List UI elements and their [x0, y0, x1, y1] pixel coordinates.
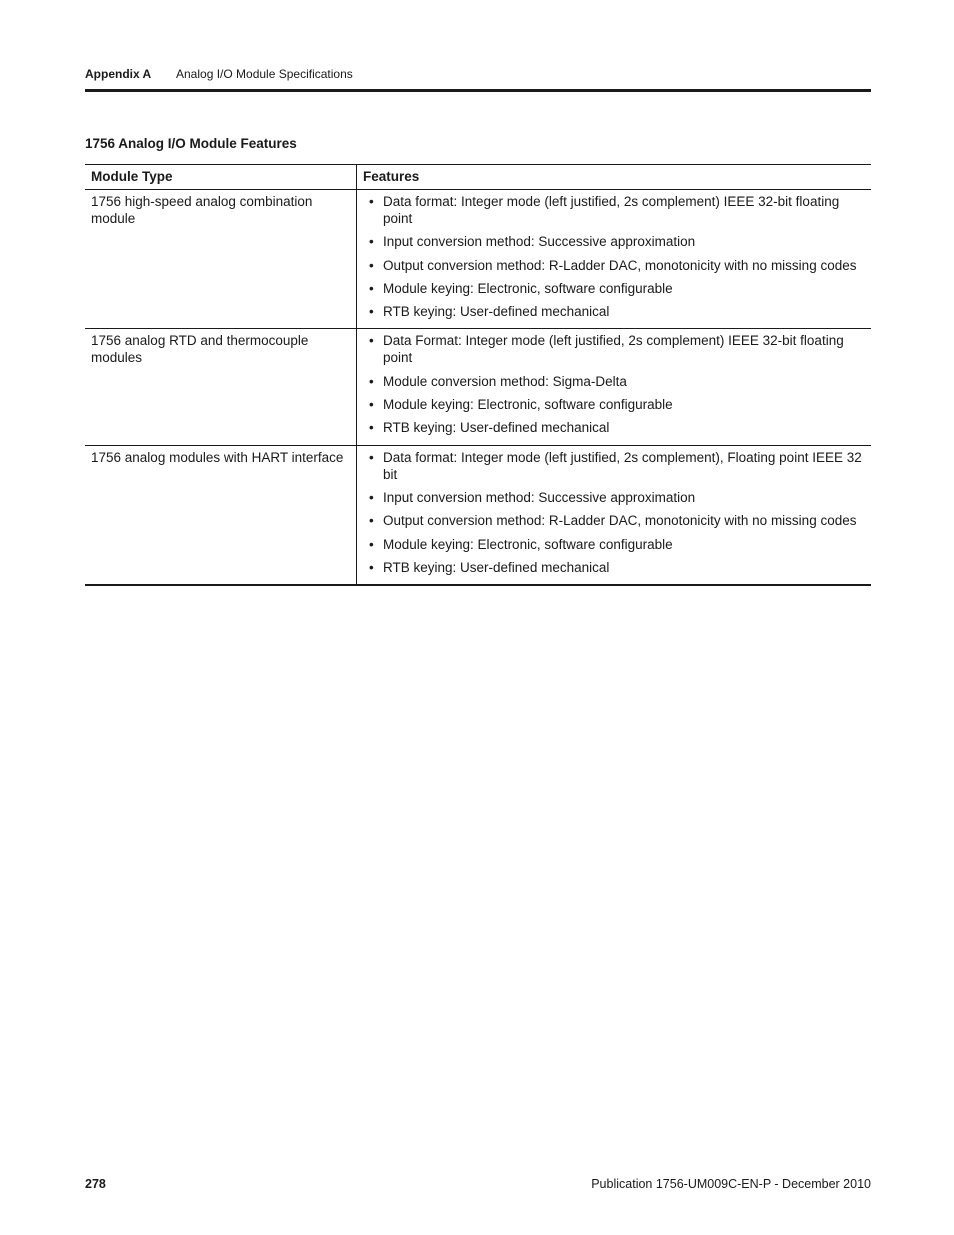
features-list [363, 193, 865, 320]
feature-item: • RTB keying: User-defined mechanical [363, 419, 865, 436]
feature-item: • Output conversion method: R-Ladder DAC, monotonicity with no missing codes [363, 512, 865, 529]
table-row [85, 329, 871, 445]
feature-item: • Module conversion method: Sigma-Delta [363, 373, 865, 390]
features-list [363, 332, 865, 436]
column-header-module-type: Module Type [85, 165, 357, 190]
header-divider [85, 89, 871, 92]
table-title: 1756 Analog I/O Module Features [85, 136, 297, 151]
feature-item: • Data format: Integer mode (left justified, 2s complement), Floating point IEEE 32 bit [363, 449, 865, 483]
table-row [85, 445, 871, 585]
module-features-table [85, 164, 871, 586]
feature-item: • Data format: Integer mode (left justified, 2s complement) IEEE 32-bit floating point [363, 193, 865, 227]
table-header-row [85, 165, 871, 190]
feature-item: • Module keying: Electronic, software configurable [363, 280, 865, 297]
features-cell [357, 445, 872, 585]
column-header-features: Features [357, 165, 872, 190]
features-cell [357, 190, 872, 329]
feature-item: • RTB keying: User-defined mechanical [363, 559, 865, 576]
feature-item: • RTB keying: User-defined mechanical [363, 303, 865, 320]
module-type-cell: 1756 high-speed analog combination module [85, 190, 357, 329]
feature-item: • Input conversion method: Successive approximation [363, 233, 865, 250]
feature-item: • Module keying: Electronic, software configurable [363, 396, 865, 413]
feature-item: • Data Format: Integer mode (left justified, 2s complement) IEEE 32-bit floating point [363, 332, 865, 366]
publication-info: Publication 1756-UM009C-EN-P - December 2010 [591, 1177, 871, 1191]
header-chapter-title: Analog I/O Module Specifications [176, 67, 353, 81]
module-type-cell: 1756 analog RTD and thermocouple modules [85, 329, 357, 445]
feature-item: • Input conversion method: Successive approximation [363, 489, 865, 506]
page-header [85, 66, 871, 84]
feature-item: • Module keying: Electronic, software configurable [363, 536, 865, 553]
feature-item: • Output conversion method: R-Ladder DAC, monotonicity with no missing codes [363, 257, 865, 274]
module-type-cell: 1756 analog modules with HART interface [85, 445, 357, 585]
page-footer [85, 1176, 871, 1194]
header-section-label: Appendix A [85, 67, 152, 81]
features-list [363, 449, 865, 576]
table-row [85, 190, 871, 329]
page-number: 278 [85, 1177, 106, 1191]
features-cell [357, 329, 872, 445]
